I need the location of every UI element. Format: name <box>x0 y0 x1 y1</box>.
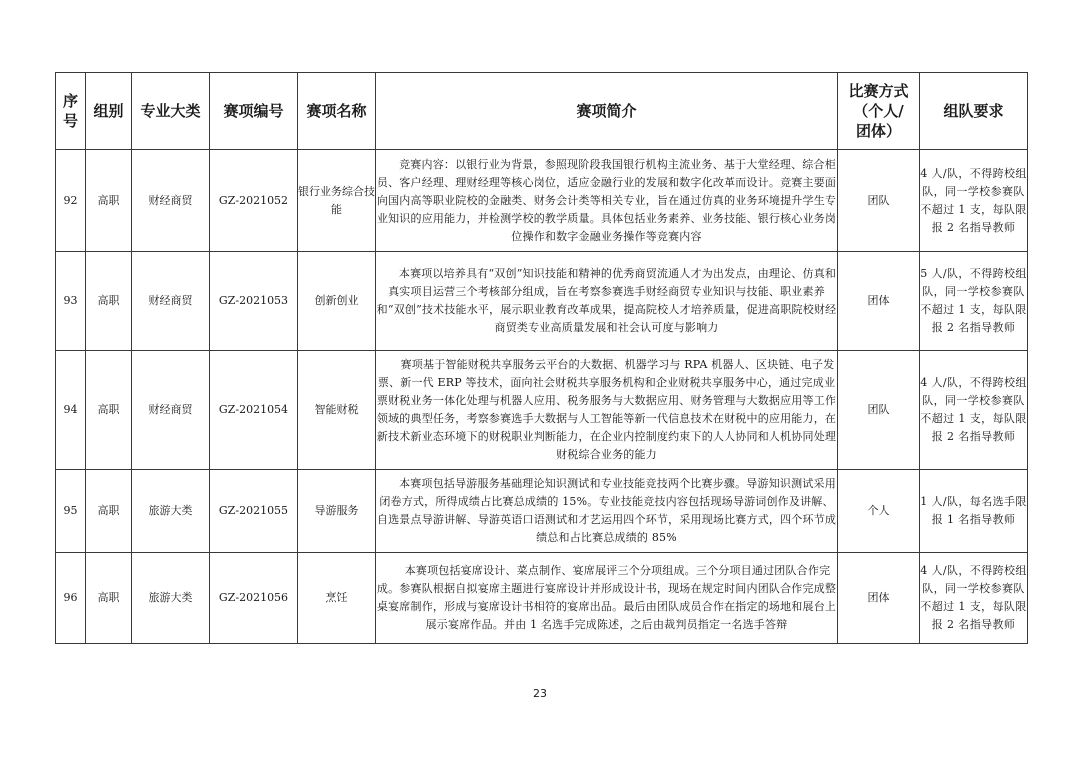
cell-intro: 本赛项包括宴席设计、菜点制作、宴席展评三个分项组成。三个分项目通过团队合作完成。参赛队根据自拟宴席主题进行宴席设计并形成设计书，现场在规定时间内团队合作完成整桌宴席制作，形成与宴席设计书相符的宴席出品。最后由团队成员合作在指定的场地和展台上展示宴席作品。并由 1 名选手完成陈述，之后由裁判员指定一名选手答辩 <box>376 553 838 644</box>
cell-seq: 95 <box>56 470 86 553</box>
cell-name: 创新创业 <box>298 252 376 351</box>
cell-name: 烹饪 <box>298 553 376 644</box>
cell-name: 导游服务 <box>298 470 376 553</box>
cell-code: GZ-2021052 <box>210 150 298 252</box>
cell-group: 高职 <box>86 150 132 252</box>
table-row <box>56 553 1028 644</box>
table-row <box>56 351 1028 470</box>
cell-mode: 团体 <box>838 553 920 644</box>
cell-team: 4 人/队，不得跨校组队，同一学校参赛队不超过 1 支，每队限报 2 名指导教师 <box>920 150 1028 252</box>
cell-group: 高职 <box>86 252 132 351</box>
table-row <box>56 150 1028 252</box>
header-mode: 比赛方式 （个人/ 团体） <box>838 73 920 150</box>
cell-intro: 赛项基于智能财税共享服务云平台的大数据、机器学习与 RPA 机器人、区块链、电子发票、新一代 ERP 等技术，面向社会财税共享服务机构和企业财税共享服务中心，通过完成业票财税业务一体化处理与机器人应用、税务服务与大数据应用、财务管理与大数据应用等工作领域的典型任务，考察参赛选手大数据与人工智能等新一代信息技术在财税中的应用能力，在新技术新业态环境下的财税职业判断能力，在企业内控制度约束下的人人协同和人机协同处理财税综合业务的能力 <box>376 351 838 470</box>
cell-code: GZ-2021056 <box>210 553 298 644</box>
header-code: 赛项编号 <box>210 73 298 150</box>
cell-major: 财经商贸 <box>132 150 210 252</box>
cell-seq: 96 <box>56 553 86 644</box>
cell-group: 高职 <box>86 470 132 553</box>
cell-team: 5 人/队，不得跨校组队，同一学校参赛队不超过 1 支，每队限报 2 名指导教师 <box>920 252 1028 351</box>
cell-intro: 本赛项以培养具有“双创”知识技能和精神的优秀商贸流通人才为出发点，由理论、仿真和真实项目运营三个考核部分组成，旨在考察参赛选手财经商贸专业知识与技能、职业素养和“双创”技术技能水平，展示职业教育改革成果，提高院校人才培养质量，促进高职院校财经商贸类专业高质量发展和社会认可度与影响力 <box>376 252 838 351</box>
cell-name: 智能财税 <box>298 351 376 470</box>
cell-group: 高职 <box>86 553 132 644</box>
cell-team: 1 人/队，每名选手限报 1 名指导教师 <box>920 470 1028 553</box>
header-seq: 序 号 <box>56 73 86 150</box>
cell-code: GZ-2021053 <box>210 252 298 351</box>
header-major: 专业大类 <box>132 73 210 150</box>
cell-code: GZ-2021054 <box>210 351 298 470</box>
cell-team: 4 人/队，不得跨校组队，同一学校参赛队不超过 1 支，每队限报 2 名指导教师 <box>920 351 1028 470</box>
cell-major: 旅游大类 <box>132 553 210 644</box>
cell-intro: 本赛项包括导游服务基础理论知识测试和专业技能竞技两个比赛步骤。导游知识测试采用闭卷方式，所得成绩占比赛总成绩的 15%。专业技能竞技内容包括现场导游词创作及讲解、自选景点导游讲解、导游英语口语测试和才艺运用四个环节，采用现场比赛方式，四个环节成绩总和占比赛总成绩的 85% <box>376 470 838 553</box>
competition-table <box>55 72 1028 644</box>
cell-seq: 94 <box>56 351 86 470</box>
table-row <box>56 252 1028 351</box>
cell-intro: 竞赛内容：以银行业为背景，参照现阶段我国银行机构主流业务、基于大堂经理、综合柜员、客户经理、理财经理等核心岗位，适应金融行业的发展和数字化改革而设计。竞赛主要面向国内高等职业院校的金融类、财务会计类等相关专业，旨在通过仿真的业务环境提升学生专业知识的应用能力，并检测学校的教学质量。具体包括业务素养、业务技能、银行核心业务岗位操作和数字金融业务操作等竞赛内容 <box>376 150 838 252</box>
cell-group: 高职 <box>86 351 132 470</box>
header-name: 赛项名称 <box>298 73 376 150</box>
cell-name: 银行业务综合技能 <box>298 150 376 252</box>
cell-mode: 团队 <box>838 351 920 470</box>
cell-major: 财经商贸 <box>132 351 210 470</box>
cell-mode: 团队 <box>838 150 920 252</box>
table-row <box>56 470 1028 553</box>
cell-major: 旅游大类 <box>132 470 210 553</box>
cell-seq: 93 <box>56 252 86 351</box>
header-row <box>56 73 1028 150</box>
cell-code: GZ-2021055 <box>210 470 298 553</box>
page-number: 23 <box>533 687 547 700</box>
cell-mode: 团体 <box>838 252 920 351</box>
header-group: 组别 <box>86 73 132 150</box>
cell-major: 财经商贸 <box>132 252 210 351</box>
cell-seq: 92 <box>56 150 86 252</box>
header-team: 组队要求 <box>920 73 1028 150</box>
cell-mode: 个人 <box>838 470 920 553</box>
header-intro: 赛项简介 <box>376 73 838 150</box>
cell-team: 4 人/队，不得跨校组队，同一学校参赛队不超过 1 支，每队限报 2 名指导教师 <box>920 553 1028 644</box>
